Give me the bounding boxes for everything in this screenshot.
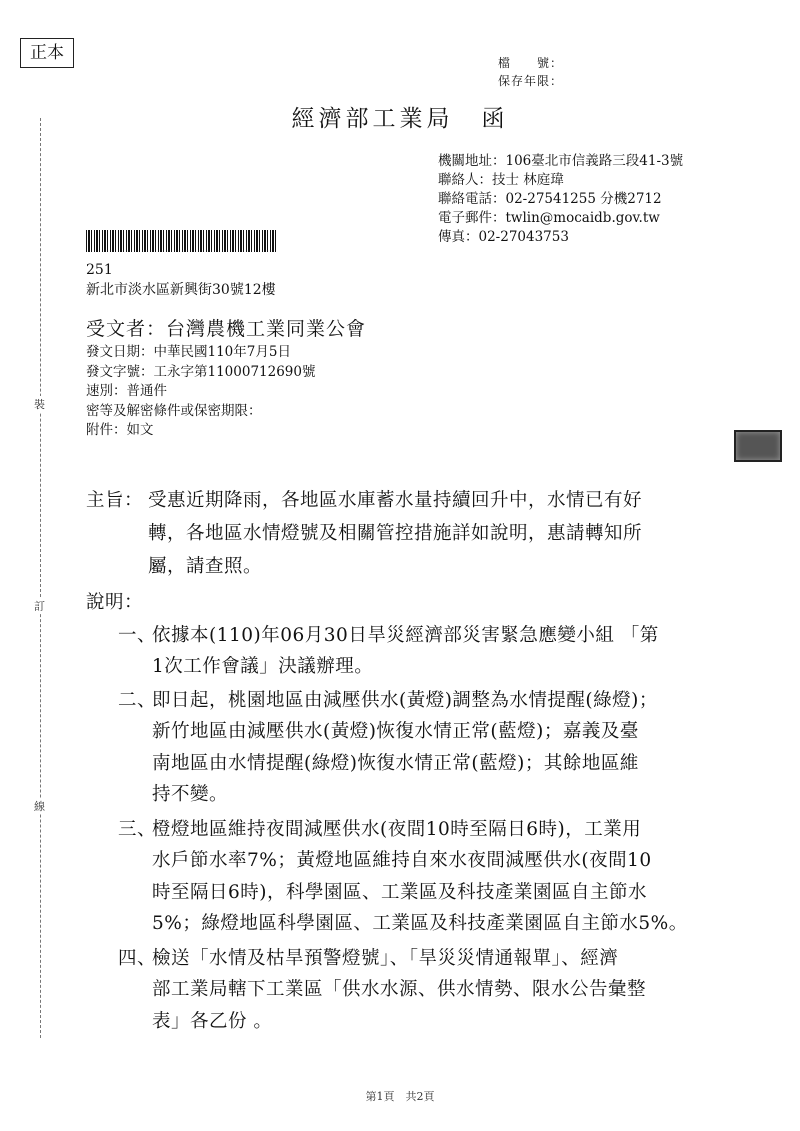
- street-address: 新北市淡水區新興街30號12樓: [86, 282, 276, 298]
- agency-address: 機關地址：106臺北市信義路三段41-3號: [438, 153, 684, 169]
- page-number: 第1頁 共2頁: [365, 1090, 435, 1103]
- item-number: 二、: [118, 690, 157, 711]
- issue-date: 發文日期：中華民國110年7月5日: [86, 344, 291, 360]
- item-line: 新竹地區由減壓供水(黃燈)恢復水情正常(藍燈)；嘉義及臺: [152, 721, 639, 742]
- subject-line: 轉，各地區水情燈號及相關管控措施詳如說明，惠請轉知所: [148, 523, 643, 544]
- recipient-address: [86, 260, 276, 300]
- attachment: 附件：如文: [86, 422, 154, 438]
- postal-code: 251: [86, 262, 113, 278]
- item-number: 一、: [118, 625, 157, 646]
- binding-line: [40, 118, 41, 1038]
- item-number: 四、: [118, 948, 157, 969]
- document-meta: [86, 343, 315, 441]
- item-line: 南地區由水情提醒(綠燈)恢復水情正常(藍燈)；其餘地區維: [152, 753, 639, 774]
- item-line: 表」各乙份 。: [152, 1011, 273, 1032]
- recipient: 受文者：台灣農機工業同業公會: [86, 318, 367, 340]
- issuing-organization: 經濟部工業局: [291, 106, 454, 132]
- item-line: 橙燈地區維持夜間減壓供水(夜間10時至隔日6時)，工業用: [152, 819, 642, 840]
- binding-char-3: 線: [34, 800, 45, 813]
- contact-fax: 傳真：02-27043753: [438, 229, 569, 245]
- document-number: 發文字號：工永字第11000712690號: [86, 363, 316, 380]
- original-copy-stamp: 正本: [20, 38, 74, 68]
- item-line: 檢送「水情及枯旱預警燈號」、「旱災災情通報單」、經濟: [152, 948, 619, 969]
- document-title: [0, 100, 800, 133]
- barcode: [86, 230, 278, 252]
- subject-line: 屬，請查照。: [148, 556, 263, 577]
- file-number-label: 檔 號：: [498, 56, 564, 70]
- contact-phone: 聯絡電話：02-27541255 分機2712: [438, 191, 662, 207]
- delivery-speed: 速別：普通件: [86, 383, 167, 399]
- contact-block: [438, 152, 683, 247]
- scan-stamp-mark: [734, 430, 782, 462]
- item-line: 即日起，桃園地區由減壓供水(黃燈)調整為水情提醒(綠燈)；: [152, 690, 658, 711]
- document-type: 函: [481, 106, 509, 132]
- item-line: 持不變。: [152, 784, 229, 805]
- item-line: 水戶節水率7%；黃燈地區維持自來水夜間減壓供水(夜間10: [152, 850, 652, 871]
- binding-char-1: 裝: [34, 398, 45, 411]
- item-line: 依據本(110)年06月30日旱災經濟部災害緊急應變小組 「第: [152, 625, 659, 646]
- subject-line: 受惠近期降雨，各地區水庫蓄水量持續回升中，水情已有好: [148, 490, 643, 511]
- binding-char-2: 訂: [34, 600, 45, 613]
- contact-person: 聯絡人：技士 林庭瑋: [438, 172, 564, 188]
- item-line: 5%；綠燈地區科學園區、工業區及科技產業園區自主節水5%。: [152, 913, 688, 934]
- item-number: 三、: [118, 819, 157, 840]
- retention-period-label: 保存年限：: [498, 74, 564, 88]
- secrecy-level: 密等及解密條件或保密期限：: [86, 402, 262, 419]
- item-line: 時至隔日6時)，科學園區、工業區及科技產業園區自主節水: [152, 882, 647, 903]
- contact-email: 電子郵件：twlin@mocaidb.gov.tw: [438, 210, 660, 226]
- explanation-label: 說明：: [86, 592, 144, 613]
- item-line: 1次工作會議」決議辦理。: [152, 656, 374, 677]
- item-line: 部工業局轄下工業區「供水水源、供水情勢、限水公告彙整: [152, 979, 647, 1000]
- subject-label: 主旨：: [86, 490, 144, 511]
